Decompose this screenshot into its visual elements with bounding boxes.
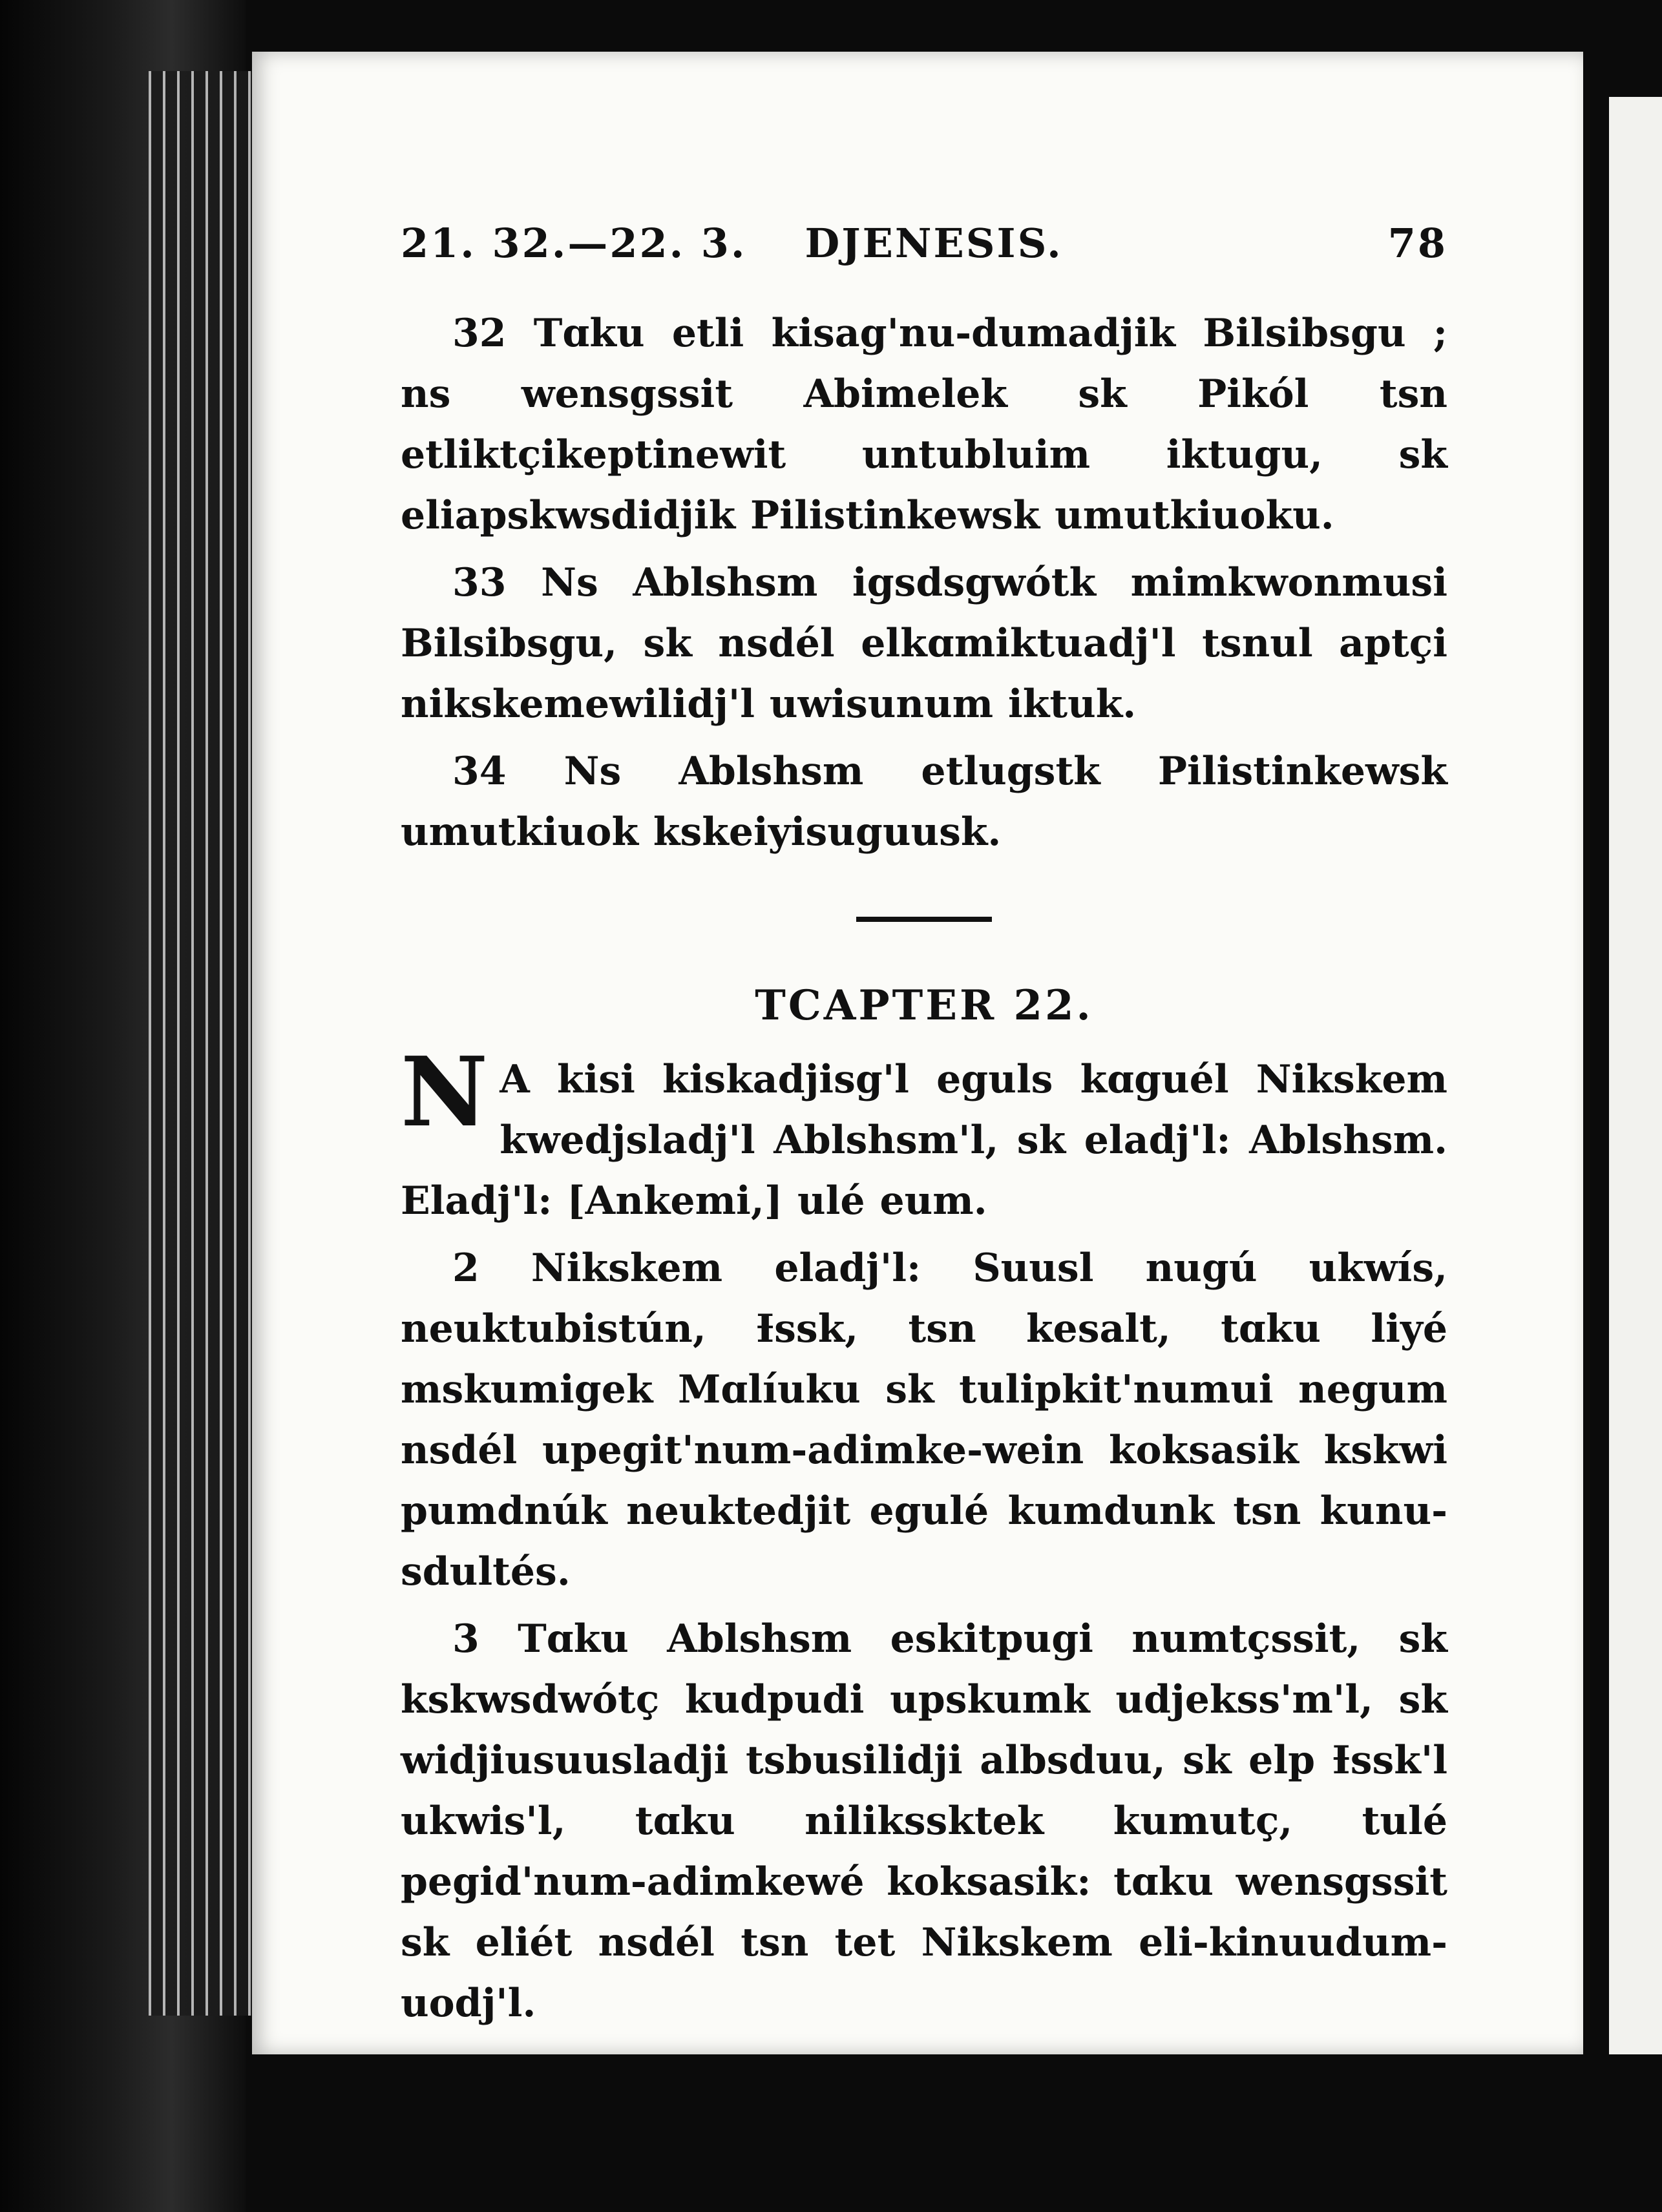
verse-paragraph: 32 Tɑku etli kisag'nu-dumadjik Bilsibsgu ; ns wensgssit Abimelek sk Pikól tsn etliktçikeptinewit untubluim iktugu, sk eliapskwsdidjik Pilistinkewsk umutkiuoku.: [401, 311, 1447, 538]
page-content: [401, 220, 1447, 2034]
facing-page-edge: [1609, 97, 1662, 2054]
verse-paragraph: 3 Tɑku Ablshsm eskitpugi numtçssit, sk kskwsdwótç kudpudi upskumk udjekss'm'l, sk widjiusuusladji tsbusilidji albsduu, sk elp Ɨssk'l ukwis'l, tɑku nilikssktek kumutç, tulé pegid'num-adimkewé koksasik: tɑku wensgssit sk eliét nsdél tsn tet Nikskem eli-kinuudum-uodj'l.: [401, 1616, 1447, 2026]
opening-text: A kisi kiskadjisg'l eguls kɑguél Nikskem kwedjsladj'l Ablshsm'l, sk eladj'l: Ablshsm. Eladj'l: [Ankemi,] ulé eum.: [401, 1057, 1447, 1224]
verse-reference: 21. 32.—22. 3.: [401, 220, 747, 267]
chapter-heading: TCAPTER 22.: [755, 981, 1093, 1030]
verse-paragraph: 34 Ns Ablshsm etlugstk Pilistinkewsk umutkiuok kskeiyisuguusk.: [401, 749, 1447, 855]
book-page: [252, 52, 1583, 2054]
drop-cap: N: [401, 1036, 489, 1148]
book-title: DJENESIS.: [805, 220, 1063, 267]
section-divider: [856, 917, 992, 922]
running-head: [401, 220, 1447, 267]
page-edges: [149, 71, 258, 2016]
verse-paragraph: 33 Ns Ablshsm igsdsgwótk mimkwonmusi Bilsibsgu, sk nsdél elkɑmiktuadj'l tsnul aptçi nikskemewilidj'l uwisunum iktuk.: [401, 560, 1447, 727]
chapter-opening-paragraph: [401, 1036, 1447, 1231]
verse-paragraph: 2 Nikskem eladj'l: Suusl nugú ukwís, neuktubistún, Ɨssk, tsn kesalt, tɑku liyé mskumigek Mɑlíuku sk tulipkit'numui negum nsdél upegit'num-adimke-wein koksasik kskwi pumdnúk neuktedjit egulé kumdunk tsn kunu-sdultés.: [401, 1246, 1447, 1594]
page-number: 78: [1387, 220, 1447, 267]
